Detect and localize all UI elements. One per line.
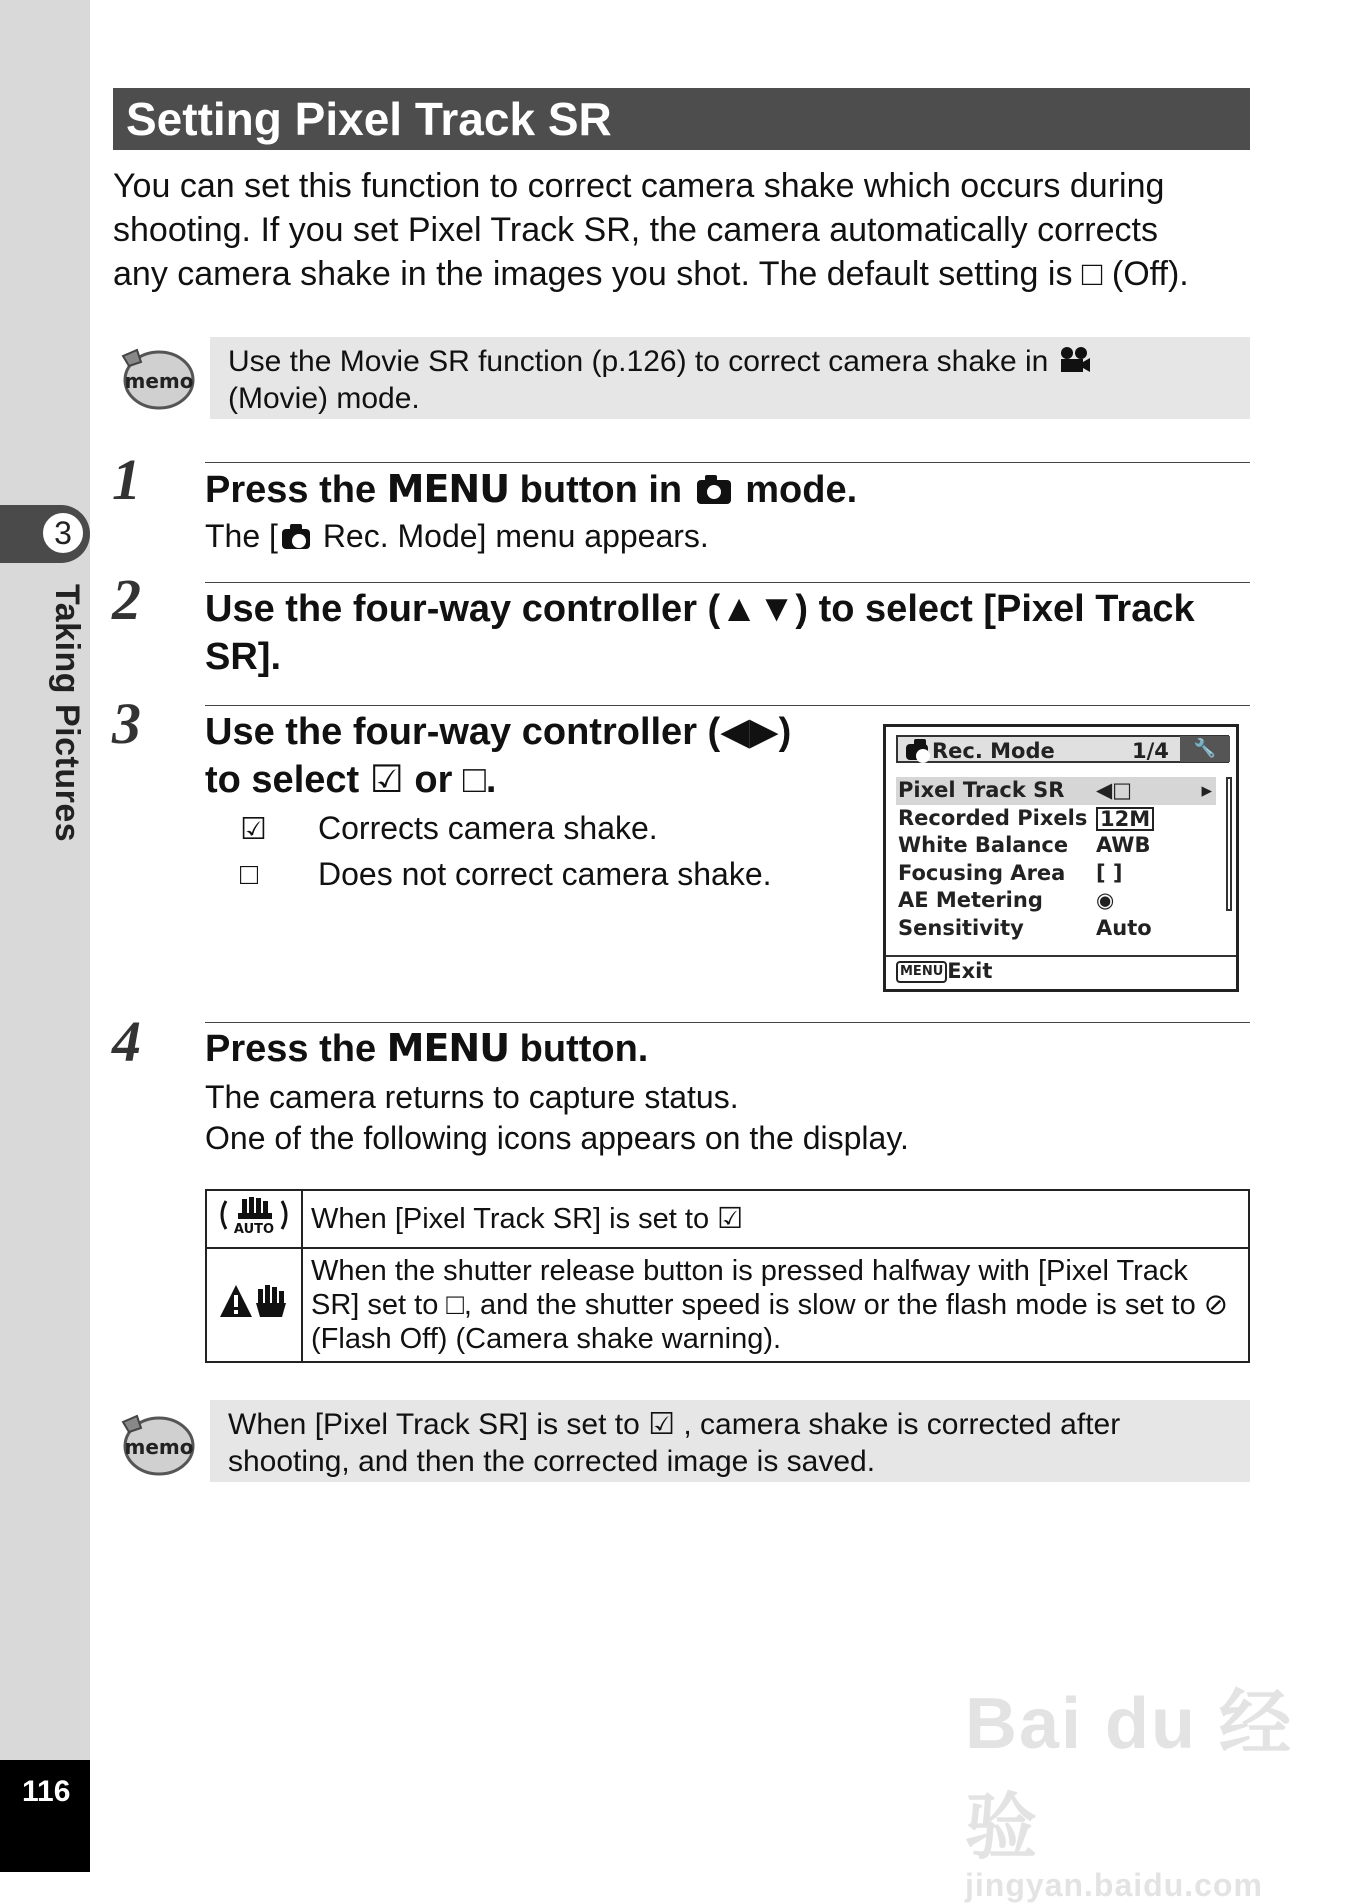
step-description bbox=[205, 516, 709, 557]
chapter-number: 3 bbox=[40, 510, 86, 556]
step-number: 3 bbox=[112, 691, 141, 756]
camera-icon bbox=[906, 744, 928, 760]
step-heading bbox=[205, 585, 1195, 681]
camera-icon bbox=[282, 529, 310, 549]
step-heading bbox=[205, 1024, 648, 1073]
step-heading-text: button in bbox=[509, 469, 693, 511]
option-off-text: Does not correct camera shake. bbox=[318, 856, 772, 892]
menu-item[interactable] bbox=[896, 915, 1216, 943]
camera-icon bbox=[697, 480, 731, 504]
memo-line: Use the Movie SR function (p.126) to correct camera shake in bbox=[228, 345, 1049, 378]
table-cell: When the shutter release button is pressed halfway with [Pixel Track SR] set to □, and the shutter speed is slow or the flash mode is set to ⊘ (Flash Off) (Camera shake warning). bbox=[302, 1248, 1249, 1362]
step-heading-text: Press the bbox=[205, 469, 387, 511]
table-row bbox=[206, 1190, 1249, 1248]
intro-line: shooting. If you set Pixel Track SR, the camera automatically corrects bbox=[113, 211, 1158, 249]
watermark-brand: Bai du 经验 bbox=[965, 1684, 1294, 1868]
menu-item[interactable] bbox=[896, 887, 1216, 915]
memo-note bbox=[210, 1400, 1250, 1482]
menu-item-label: AE Metering bbox=[898, 888, 1043, 912]
table-row bbox=[206, 1248, 1249, 1362]
menu-button-label: MENU bbox=[386, 1026, 510, 1070]
memo-icon bbox=[115, 342, 195, 412]
wrench-icon: 🔧 bbox=[1180, 736, 1230, 762]
exit-label: Exit bbox=[947, 959, 993, 983]
menu-item[interactable] bbox=[896, 832, 1216, 860]
camera-menu-screen bbox=[883, 724, 1239, 992]
step-text: Rec. Mode] menu appears. bbox=[313, 518, 709, 554]
menu-page-indicator: 1/4 bbox=[1132, 739, 1169, 763]
step-number: 2 bbox=[112, 567, 141, 632]
menu-list bbox=[896, 777, 1216, 942]
menu-item-value: [ ] bbox=[1096, 860, 1123, 885]
movie-icon bbox=[1057, 345, 1091, 375]
divider bbox=[205, 1022, 1250, 1023]
menu-footer bbox=[896, 959, 992, 983]
step-number: 1 bbox=[112, 447, 141, 512]
step-text: One of the following icons appears on the display. bbox=[205, 1120, 909, 1156]
step-heading-text: button. bbox=[509, 1028, 649, 1070]
chapter-title: Taking Pictures bbox=[48, 584, 86, 843]
menu-item[interactable] bbox=[896, 860, 1216, 888]
menu-item[interactable] bbox=[896, 805, 1216, 833]
menu-item-label: Recorded Pixels bbox=[898, 805, 1088, 830]
menu-item-value: Auto bbox=[1096, 915, 1152, 940]
memo-line: shooting, and then the corrected image is saved. bbox=[228, 1445, 876, 1478]
memo-note bbox=[210, 337, 1250, 419]
step-text: The [ bbox=[205, 518, 278, 554]
step-heading-text: Press the bbox=[205, 1028, 387, 1070]
step-text: The camera returns to capture status. bbox=[205, 1079, 739, 1115]
status-icon-table bbox=[205, 1189, 1250, 1363]
empty-box-icon: □ bbox=[240, 858, 259, 891]
option-on-text: Corrects camera shake. bbox=[318, 810, 658, 846]
menu-item-label: White Balance bbox=[898, 833, 1069, 857]
divider bbox=[205, 462, 1250, 463]
table-cell: When [Pixel Track SR] is set to ☑ bbox=[302, 1190, 1249, 1248]
menu-tab bbox=[906, 739, 1055, 763]
menu-button-tag: MENU bbox=[896, 961, 947, 983]
shake-reduction-auto-icon bbox=[206, 1190, 302, 1248]
checked-box-icon: ☑ bbox=[240, 813, 267, 846]
menu-item-value: AWB bbox=[1096, 833, 1151, 857]
shake-reduction-auto-icon-graphic bbox=[216, 1195, 292, 1235]
shake-warning-icon-graphic bbox=[218, 1281, 290, 1321]
menu-header bbox=[896, 735, 1229, 763]
step-heading bbox=[205, 708, 791, 804]
menu-item-value: 12M bbox=[1096, 807, 1154, 831]
menu-item-value: ◉ bbox=[1096, 888, 1115, 912]
memo-line: (Movie) mode. bbox=[228, 382, 420, 415]
watermark bbox=[965, 1665, 1360, 1904]
arrow-right-icon: ▸ bbox=[1201, 778, 1212, 802]
divider bbox=[205, 582, 1250, 583]
step-heading-text: mode. bbox=[734, 469, 858, 511]
divider bbox=[886, 955, 1236, 957]
intro-line: You can set this function to correct camera shake which occurs during bbox=[113, 167, 1165, 205]
step-heading bbox=[205, 465, 857, 514]
menu-item[interactable] bbox=[896, 777, 1216, 805]
divider bbox=[205, 705, 1250, 706]
menu-item-label: Pixel Track SR bbox=[898, 778, 1065, 802]
menu-tab-title: Rec. Mode bbox=[932, 739, 1055, 763]
sidebar bbox=[0, 0, 90, 1872]
step-heading-line: SR]. bbox=[205, 636, 281, 678]
step-description bbox=[205, 1077, 909, 1159]
menu-item-label: Focusing Area bbox=[898, 860, 1066, 885]
page-title: Setting Pixel Track SR bbox=[113, 88, 1250, 150]
menu-button-label: MENU bbox=[386, 467, 510, 511]
memo-icon bbox=[115, 1408, 195, 1478]
step-heading-line: to select ☑ or □. bbox=[205, 759, 497, 801]
page-number: 116 bbox=[22, 1775, 71, 1808]
menu-item-value: ◀□ bbox=[1096, 778, 1132, 802]
shake-warning-icon bbox=[206, 1248, 302, 1362]
memo-icon-label: memo bbox=[124, 1435, 194, 1459]
watermark-url: jingyan.baidu.com bbox=[965, 1867, 1263, 1903]
step-number: 4 bbox=[112, 1009, 141, 1074]
intro-paragraph bbox=[113, 164, 1263, 296]
memo-icon-label: memo bbox=[124, 369, 194, 393]
auto-text: AUTO bbox=[233, 1222, 275, 1235]
intro-line: any camera shake in the images you shot. The default setting is □ (Off). bbox=[113, 255, 1189, 293]
scrollbar[interactable] bbox=[1226, 777, 1232, 911]
step-heading-line: Use the four-way controller (◀▶) bbox=[205, 711, 792, 753]
menu-item-label: Sensitivity bbox=[898, 915, 1024, 940]
step-heading-line: Use the four-way controller (▲▼) to select [Pixel Track bbox=[205, 588, 1195, 630]
memo-line: When [Pixel Track SR] is set to ☑ , camera shake is corrected after bbox=[228, 1408, 1121, 1441]
